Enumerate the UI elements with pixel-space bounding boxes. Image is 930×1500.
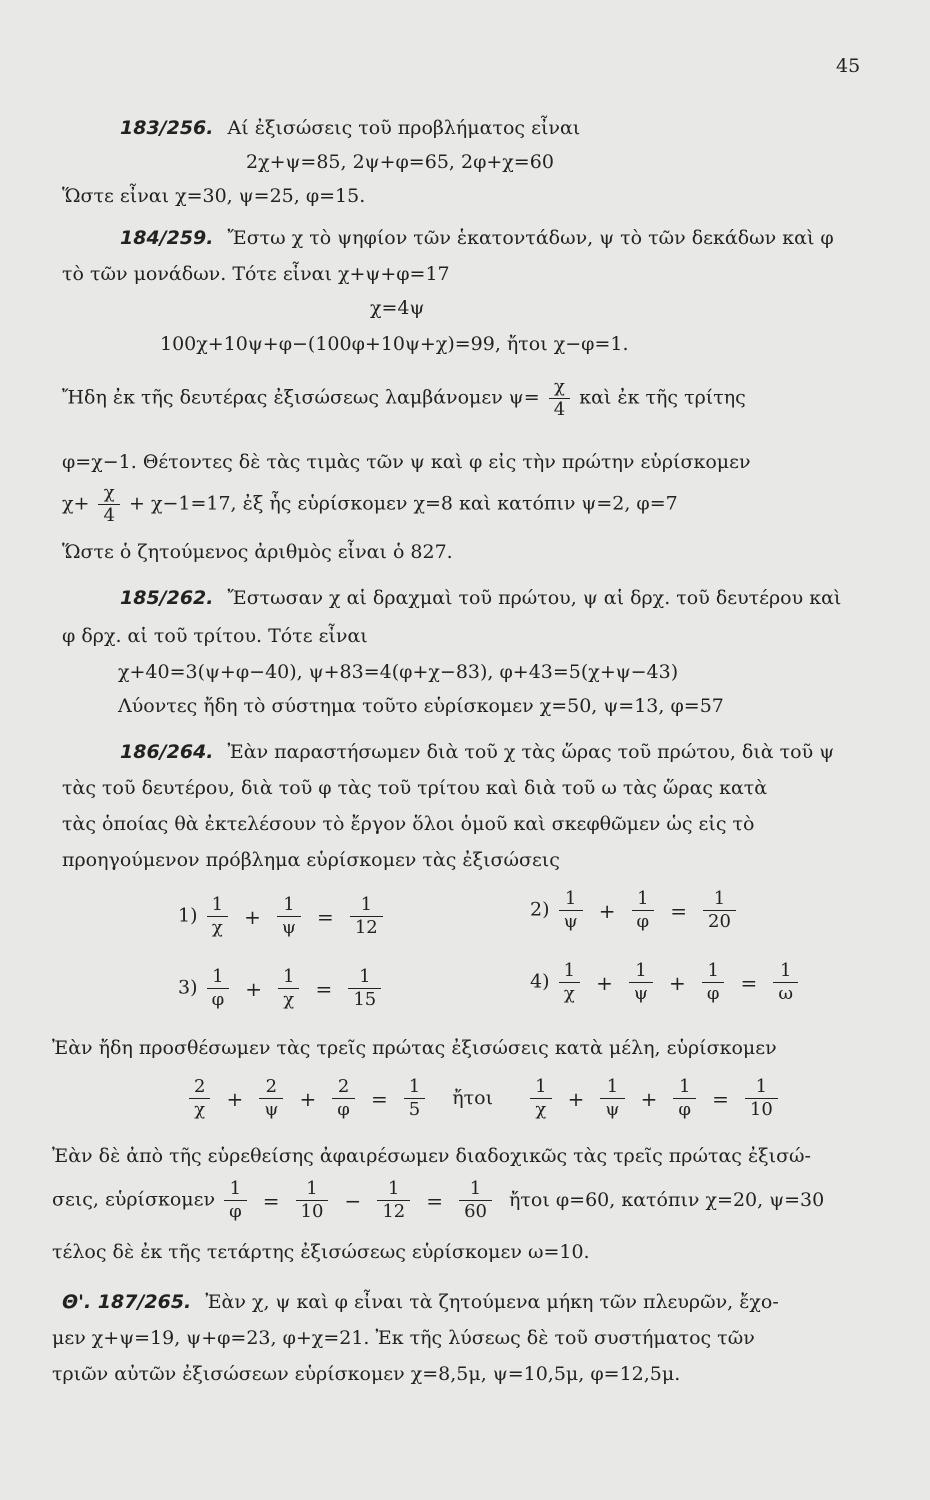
denominator: φ — [706, 983, 720, 1004]
denominator: ω — [778, 983, 794, 1004]
fraction — [189, 1076, 210, 1121]
denominator: φ — [337, 1099, 350, 1120]
text-line: Ὥστε ὁ ζητούμενος ἀριθμὸς εἶναι ὁ 827. — [62, 541, 453, 563]
text-line — [62, 482, 678, 527]
fraction — [348, 966, 381, 1011]
numerator: 1 — [404, 1076, 425, 1099]
equation-label: 1) — [178, 904, 198, 927]
denominator: 5 — [408, 1099, 421, 1120]
denominator: 4 — [553, 399, 566, 420]
denominator: 10 — [300, 1201, 324, 1222]
operator: = — [740, 970, 758, 995]
numerator: 1 — [559, 888, 583, 911]
text-fragment: + χ−1=17, ἐξ ἧς εὑρίσκομεν χ=8 καὶ κατόπιν ψ=2, φ=7 — [128, 492, 678, 515]
text-line: Ἔστωσαν χ αἱ δραχμαὶ τοῦ πρώτου, ψ αἱ δρχ. τοῦ δευτέρου καὶ — [227, 587, 842, 609]
fraction — [224, 1178, 247, 1223]
text-line: Ἐὰν ἤδη προσθέσωμεν τὰς τρεῖς πρώτας ἐξισώσεις κατὰ μέλη, εὑρίσκομεν — [52, 1037, 777, 1059]
fraction — [277, 894, 301, 939]
denominator: ψ — [264, 1099, 279, 1120]
fraction — [745, 1076, 778, 1121]
numerator: 2 — [189, 1076, 210, 1099]
text-line: Ὥστε εἶναι χ=30, ψ=25, φ=15. — [62, 185, 366, 207]
equation-2 — [530, 888, 739, 933]
equation-line: 2χ+ψ=85, 2ψ+φ=65, 2φ+χ=60 — [246, 151, 554, 173]
fraction — [459, 1178, 492, 1223]
equation-4 — [530, 960, 801, 1005]
numerator: 1 — [348, 966, 381, 989]
equation-1 — [178, 894, 386, 939]
denominator: 15 — [353, 989, 377, 1010]
denominator: 4 — [103, 505, 115, 526]
denominator: χ — [211, 917, 223, 938]
fraction — [629, 960, 653, 1005]
sum-equation — [186, 1076, 781, 1121]
text-line: Αί ἐξισώσεις τοῦ προβλήματος εἶναι — [227, 117, 581, 139]
operator: = — [262, 1188, 280, 1213]
numerator: 1 — [600, 1076, 624, 1099]
problem-number: Θ'. 187/265. — [62, 1291, 192, 1313]
fraction — [207, 894, 228, 939]
numerator: 1 — [530, 1076, 551, 1099]
problem-number: 183/256. — [120, 117, 214, 139]
fraction — [278, 966, 299, 1011]
equation-label: 3) — [178, 976, 198, 999]
numerator: 1 — [224, 1178, 247, 1201]
fraction — [773, 960, 798, 1005]
fraction — [673, 1076, 696, 1121]
text-line: φ δρχ. αἱ τοῦ τρίτου. Τότε εἶναι — [62, 625, 368, 647]
denominator: φ — [211, 989, 225, 1010]
text-fragment: χ+ — [62, 492, 90, 515]
equation-line: 100χ+10ψ+φ−(100φ+10ψ+χ)=99, ἤτοι χ−φ=1. — [160, 333, 629, 355]
text-line: Ἐὰν χ, ψ καὶ φ εἶναι τὰ ζητούμενα μήκη τῶν πλευρῶν, ἔχο- — [205, 1291, 779, 1313]
denominator: ψ — [633, 983, 648, 1004]
numerator: χ — [549, 376, 570, 399]
equation-line: χ=4ψ — [370, 297, 425, 319]
text-line: τριῶν αὐτῶν ἐξισώσεων εὑρίσκομεν χ=8,5μ, ψ=10,5μ, φ=12,5μ. — [52, 1363, 681, 1385]
denominator: χ — [283, 989, 295, 1010]
operator: + — [244, 904, 261, 929]
operator: = — [317, 904, 334, 929]
operator: + — [669, 970, 686, 995]
numerator: 1 — [296, 1178, 329, 1201]
fraction — [350, 894, 383, 939]
problem-number: 185/262. — [120, 587, 214, 609]
fraction — [296, 1178, 329, 1223]
numerator: 1 — [673, 1076, 696, 1099]
text-line: τὰς τοῦ δευτέρου, διὰ τοῦ φ τὰς τοῦ τρίτου καὶ διὰ τοῦ ω τὰς ὥρας κατὰ — [62, 777, 768, 799]
fraction — [703, 888, 736, 933]
fraction — [259, 1076, 283, 1121]
numerator: 1 — [207, 966, 230, 989]
numerator: 1 — [377, 1178, 410, 1201]
text-fragment: ἤτοι — [452, 1086, 494, 1109]
paragraph-184 — [120, 226, 834, 250]
denominator: 20 — [708, 911, 731, 932]
denominator: ψ — [605, 1099, 620, 1120]
denominator: ψ — [281, 917, 296, 938]
paragraph-187 — [62, 1290, 779, 1314]
denominator: χ — [535, 1099, 547, 1120]
numerator: 1 — [703, 888, 736, 911]
fraction — [600, 1076, 624, 1121]
equation-line: χ+40=3(ψ+φ−40), ψ+83=4(φ+χ−83), φ+43=5(χ+ψ−43) — [118, 661, 679, 683]
text-line: Ἐὰν παραστήσωμεν διὰ τοῦ χ τὰς ὥρας τοῦ πρώτου, διὰ τοῦ ψ — [227, 741, 835, 763]
text-line: τέλος δὲ ἐκ τῆς τετάρτης ἐξισώσεως εὑρίσκομεν ω=10. — [52, 1241, 590, 1263]
text-line: τὰς ὁποίας θὰ ἐκτελέσουν τὸ ἔργον ὅλοι ὁμοῦ καὶ σκεφθῶμεν ὡς εἰς τὸ — [62, 813, 755, 835]
text-fragment: σεις, εὑρίσκομεν — [52, 1188, 216, 1211]
operator: = — [370, 1086, 388, 1111]
operator: + — [226, 1086, 244, 1111]
fraction — [404, 1076, 425, 1121]
denominator: φ — [678, 1099, 692, 1120]
fraction — [98, 482, 119, 527]
numerator: 1 — [745, 1076, 778, 1099]
text-line: Λύοντες ἤδη τὸ σύστημα τοῦτο εὑρίσκομεν χ=50, ψ=13, φ=57 — [118, 695, 724, 717]
numerator: 1 — [350, 894, 383, 917]
fraction — [559, 960, 580, 1005]
operator: + — [598, 898, 616, 923]
numerator: 1 — [702, 960, 725, 983]
page-number: 45 — [836, 55, 861, 77]
numerator: 2 — [259, 1076, 283, 1099]
operator: − — [344, 1188, 362, 1213]
operator: = — [426, 1188, 444, 1213]
difference-equation — [52, 1178, 824, 1223]
numerator: 1 — [207, 894, 228, 917]
text-line: προηγούμενον πρόβλημα εὑρίσκομεν τὰς ἐξισώσεις — [62, 849, 560, 871]
fraction — [332, 1076, 355, 1121]
problem-number: 184/259. — [120, 227, 214, 249]
text-line: Ἐὰν δὲ ἀπὸ τῆς εὑρεθείσης ἀφαιρέσωμεν διαδοχικῶς τὰς τρεῖς πρώτας ἐξισώ- — [52, 1145, 811, 1167]
paragraph-183 — [120, 116, 580, 140]
operator: + — [640, 1086, 658, 1111]
equation-label: 4) — [530, 970, 550, 993]
paragraph-185 — [120, 586, 841, 610]
text-line: Ἔστω χ τὸ ψηφίον τῶν ἑκατοντάδων, ψ τὸ τῶν δεκάδων καὶ φ — [227, 227, 834, 249]
paragraph-186 — [120, 740, 834, 764]
text-fragment: ἤτοι φ=60, κατόπιν χ=20, ψ=30 — [509, 1188, 825, 1211]
numerator: 1 — [278, 966, 299, 989]
operator: + — [299, 1086, 317, 1111]
fraction — [702, 960, 725, 1005]
equation-label: 2) — [530, 898, 550, 921]
operator: + — [245, 976, 262, 1001]
numerator: 1 — [559, 960, 580, 983]
fraction — [207, 966, 230, 1011]
text-fragment: καὶ ἐκ τῆς τρίτης — [579, 386, 746, 409]
numerator: 1 — [459, 1178, 492, 1201]
operator: = — [315, 976, 333, 1001]
text-line: τὸ τῶν μονάδων. Τότε εἶναι χ+ψ+φ=17 — [62, 263, 450, 285]
numerator: 2 — [332, 1076, 355, 1099]
numerator: 1 — [773, 960, 798, 983]
fraction — [632, 888, 655, 933]
denominator: φ — [229, 1201, 242, 1222]
fraction — [530, 1076, 551, 1121]
denominator: 10 — [749, 1099, 773, 1120]
text-line — [62, 376, 746, 421]
operator: + — [596, 970, 613, 995]
denominator: ψ — [563, 911, 578, 932]
operator: + — [567, 1086, 585, 1111]
fraction — [559, 888, 583, 933]
denominator: φ — [636, 911, 650, 932]
denominator: 12 — [354, 917, 378, 938]
numerator: 1 — [632, 888, 655, 911]
denominator: χ — [194, 1099, 206, 1120]
numerator: 1 — [629, 960, 653, 983]
text-line: μεν χ+ψ=19, ψ+φ=23, φ+χ=21. Ἐκ τῆς λύσεως δὲ τοῦ συστήματος τῶν — [52, 1327, 755, 1349]
fraction — [549, 376, 570, 421]
operator: = — [670, 898, 687, 923]
denominator: χ — [563, 983, 575, 1004]
text-line: φ=χ−1. Θέτοντες δὲ τὰς τιμὰς τῶν ψ καὶ φ εἰς τὴν πρώτην εὑρίσκομεν — [62, 451, 751, 473]
denominator: 12 — [382, 1201, 406, 1222]
problem-number: 186/264. — [120, 741, 214, 763]
denominator: 60 — [464, 1201, 487, 1222]
text-fragment: Ἤδη ἐκ τῆς δευτέρας ἐξισώσεως λαμβάνομεν ψ= — [62, 386, 540, 409]
equation-3 — [178, 966, 384, 1011]
fraction — [377, 1178, 410, 1223]
numerator: χ — [98, 482, 119, 505]
operator: = — [712, 1086, 729, 1111]
numerator: 1 — [277, 894, 301, 917]
